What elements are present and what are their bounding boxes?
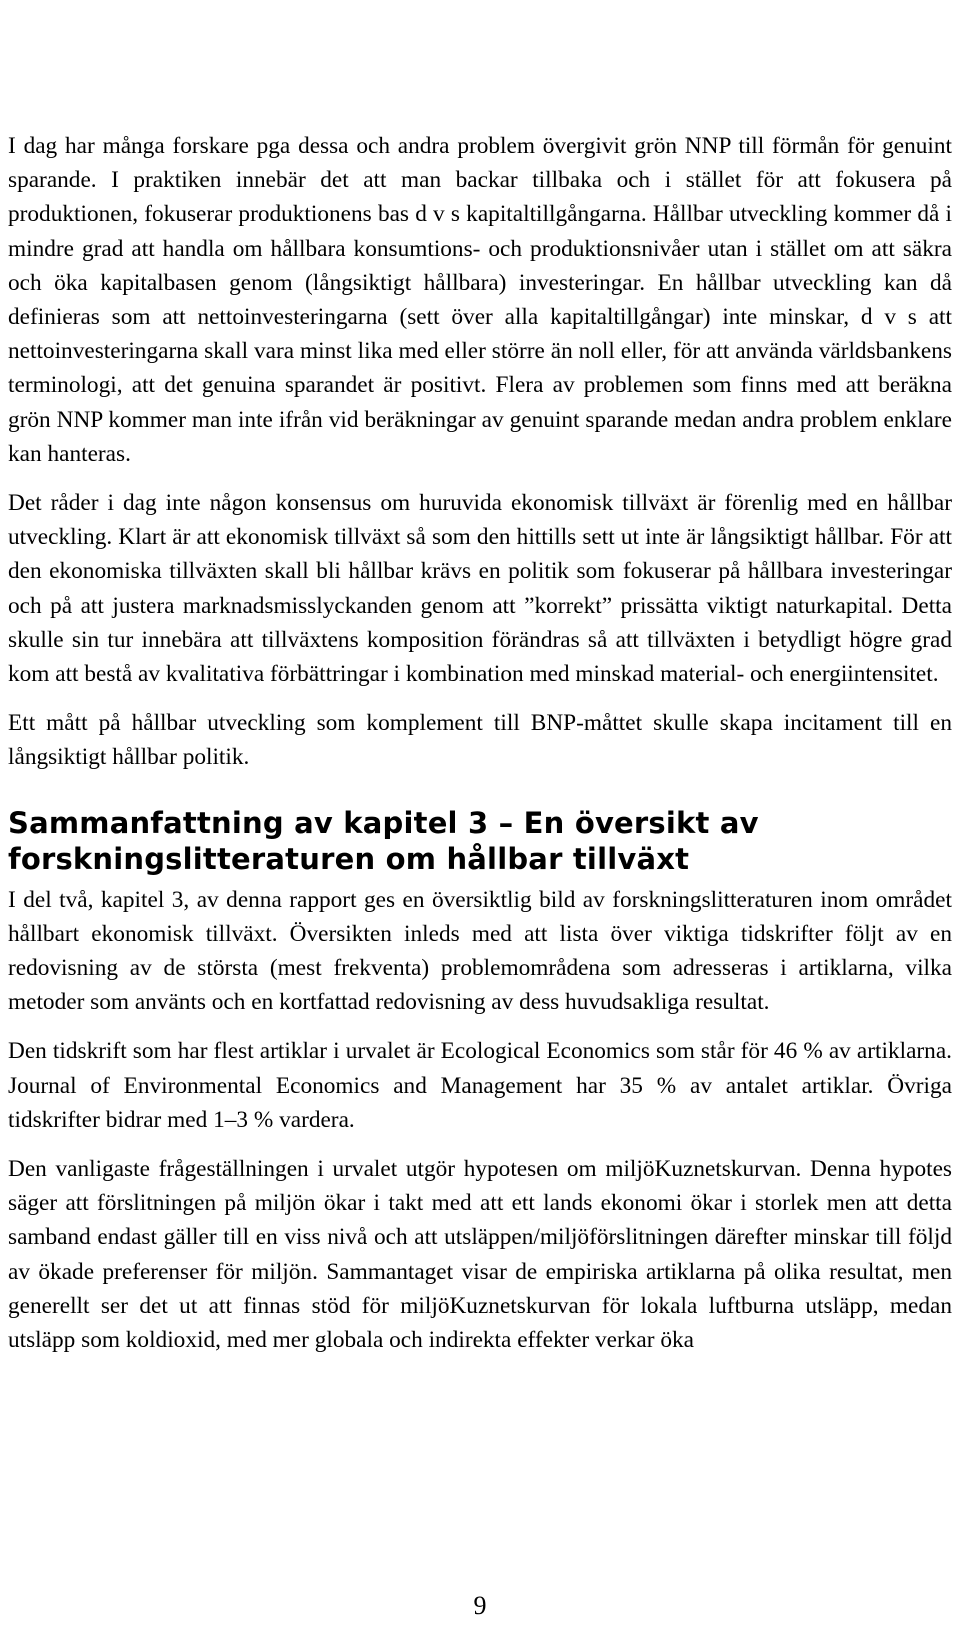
paragraph-chapter-overview: I del två, kapitel 3, av denna rapport ges en översiktlig bild av forskningslitteraturen inom området hållbart ekonomisk tillväxt. Översikten inleds med att lista över viktiga tidskrifter följt av en redovisning av de största (mest frekventa) problemområdena som adresseras i artiklarna, vilka metoder som använts och en kortfattad redovisning av dess huvudsakliga resultat. xyxy=(8,886,952,1016)
paragraph-journals: Den tidskrift som har flest artiklar i urvalet är Ecological Economics som står för 46 % av artiklarna. Journal of Environmental Economics and Management har 35 % av antalet artiklar. Övriga tidskrifter bidrar med 1–3 % vardera. xyxy=(8,1038,952,1133)
page-body xyxy=(8,129,952,1372)
paragraph-growth-consensus: Det råder i dag inte någon konsensus om huruvida ekonomisk tillväxt är förenlig med en hållbar utveckling. Klart är att ekonomisk tillväxt så som den hittills sett ut inte är långsiktigt hållbar. För att den ekonomiska tillväxten skall bli hållbar krävs en politik som fokuserar på hållbara investeringar och på att justera marknadsmisslyckanden genom att ”korrekt” prissätta viktigt naturkapital. Detta skulle sin tur innebära att tillväxtens komposition förändras så att tillväxten i betydligt högre grad kom att bestå av kvalitativa förbättringar i kombination med minskad material- och energiintensitet. xyxy=(8,490,952,688)
paragraph-genuine-saving: I dag har många forskare pga dessa och andra problem övergivit grön NNP till förmån för genuint sparande. I praktiken innebär det att man backar tillbaka och i stället för att fokusera på produktionen, fokuserar produktionens bas d v s kapitaltillgångarna. Hållbar utveckling kommer då i mindre grad att handla om hållbara konsumtions- och produktionsnivåer utan i stället om att säkra och öka kapitalbasen genom (långsiktigt hållbara) investeringar. En hållbar utveckling kan då definieras som att nettoinvesteringarna (sett över alla kapitaltillgångar) inte minskar, d v s att nettoinvesteringarna skall vara minst lika med eller större än noll eller, för att använda världsbankens terminologi, att det genuina sparandet är positivt. Flera av problemen som finns med att beräkna grön NNP kommer man inte ifrån vid beräkningar av genuint sparande medan andra problem enklare kan hanteras. xyxy=(8,133,952,467)
section-heading: Sammanfattning av kapitel 3 – En översikt av forskningslitteraturen om hållbar tillväxt xyxy=(8,805,759,876)
page-number: 9 xyxy=(473,1591,487,1620)
paragraph-kuznets: Den vanligaste frågeställningen i urvalet utgör hypotesen om miljöKuznetskurvan. Denna hypotes säger att förslitningen på miljön ökar i takt med att ett lands ekonomi ökar i storlek men att detta samband endast gäller till en viss nivå och att utsläppen/miljöförslitningen därefter minskar till följd av ökade preferenser för miljön. Sammantaget visar de empiriska artiklarna på olika resultat, men generellt ser det ut att finnas stöd för miljöKuznetskurvan för lokala luftburna utsläpp, medan utsläpp som koldioxid, med mer globala och indirekta effekter verkar öka xyxy=(8,1156,952,1354)
paragraph-bnp-complement: Ett mått på hållbar utveckling som komplement till BNP-måttet skulle skapa incitament till en långsiktigt hållbar politik. xyxy=(8,710,952,771)
